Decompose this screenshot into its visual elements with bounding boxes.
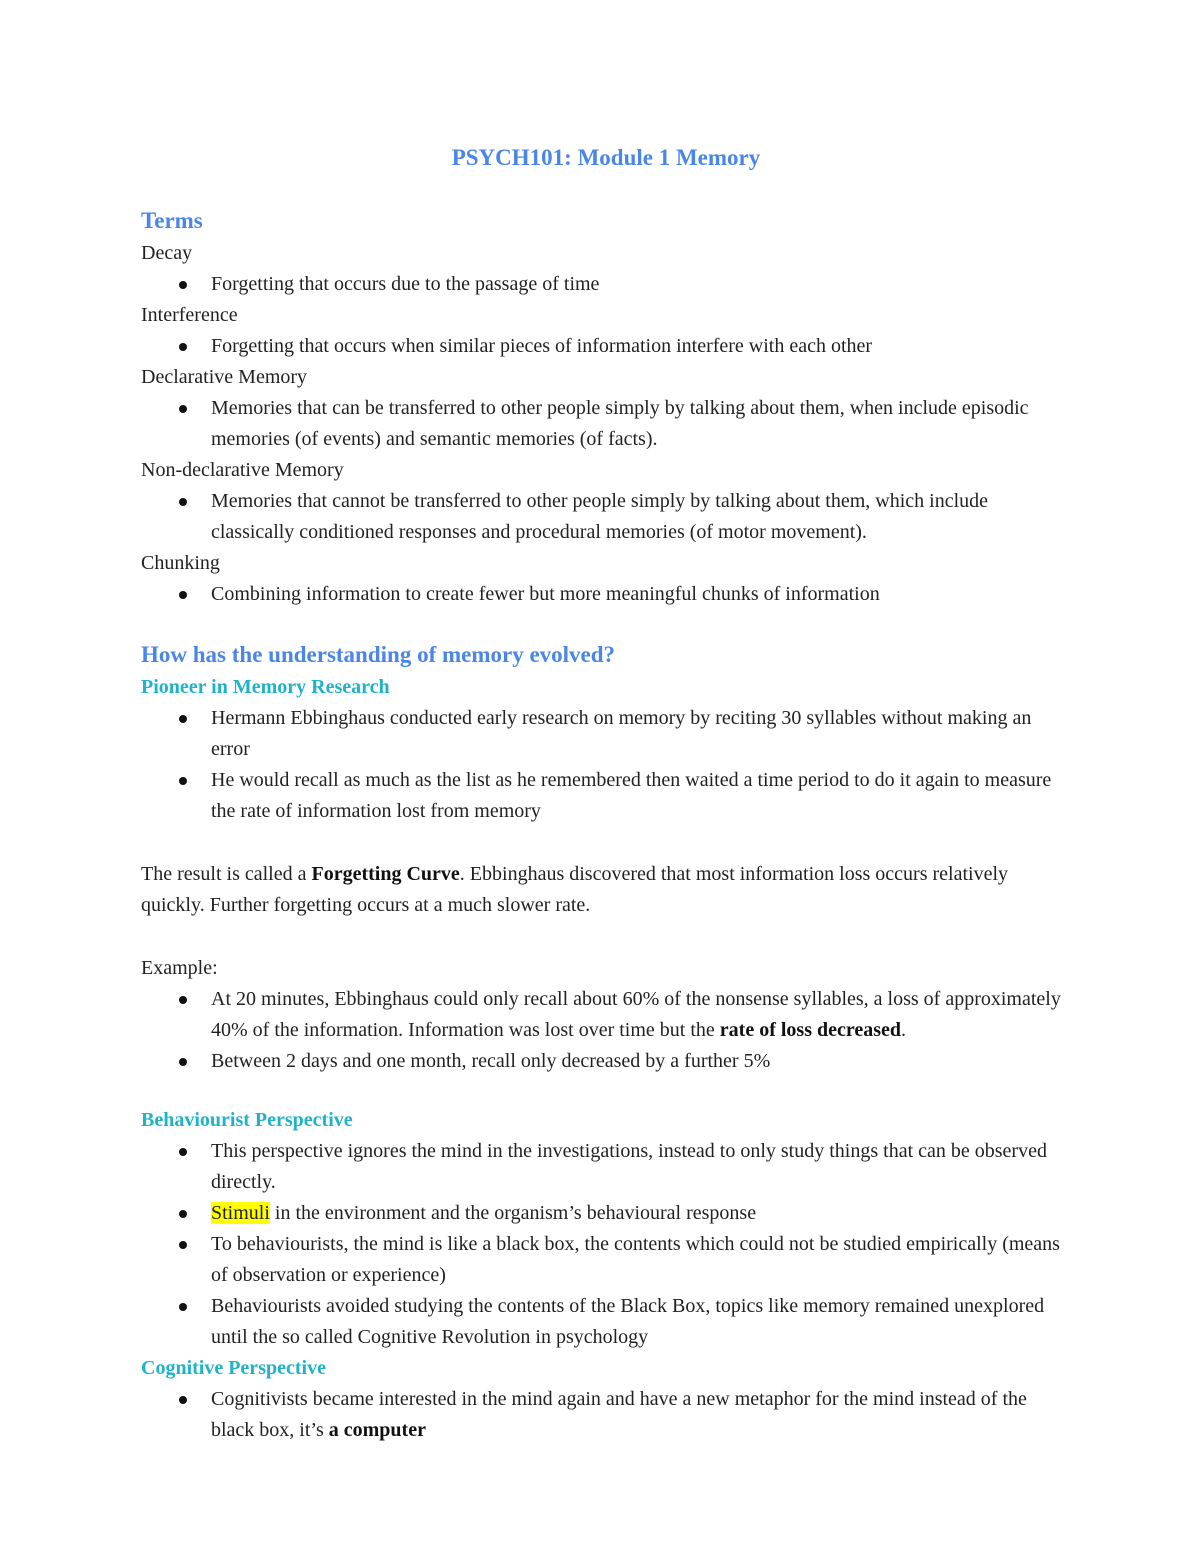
- highlighted-word: Stimuli: [211, 1202, 270, 1224]
- term-interference-list: [141, 331, 1071, 362]
- term-decay: Decay: [141, 242, 193, 264]
- behaviourist-list: [141, 1136, 1071, 1353]
- bullet-dot-icon: [179, 1303, 187, 1311]
- list-item: [141, 579, 1071, 610]
- paragraph-text: The result is called a: [141, 863, 312, 885]
- term-declarative-list: [141, 393, 1071, 455]
- list-item: [141, 984, 1071, 1046]
- list-item: [141, 269, 1071, 300]
- list-item-text: Behaviourists avoided studying the contents of the Black Box, topics like memory remained unexplored until the so called Cognitive Revolution in psychology: [211, 1295, 1045, 1348]
- bullet-dot-icon: [179, 281, 187, 289]
- bullet-dot-icon: [179, 777, 187, 785]
- cognitive-heading: Cognitive Perspective: [141, 1357, 326, 1379]
- pioneer-heading: Pioneer in Memory Research: [141, 676, 390, 698]
- list-item: [141, 486, 1071, 548]
- bold-phrase: rate of loss decreased: [719, 1019, 902, 1041]
- term-non-declarative-memory: Non-declarative Memory: [141, 459, 344, 481]
- example-list: [141, 984, 1071, 1077]
- paragraph-text: . Ebbinghaus discovered that most information loss occurs relatively quickly. Further forgetting occurs at a much slower rate.: [141, 863, 1009, 916]
- list-item-text: To behaviourists, the mind is like a black box, the contents which could not be studied empirically (means of observation or experience): [211, 1233, 1060, 1286]
- term-chunking: Chunking: [141, 552, 220, 574]
- pioneer-list: [141, 703, 1071, 827]
- forgetting-curve-paragraph: [141, 859, 1071, 921]
- example-label: Example:: [141, 957, 218, 979]
- bullet-dot-icon: [179, 1058, 187, 1066]
- list-item: [141, 393, 1071, 455]
- bullet-dot-icon: [179, 996, 187, 1004]
- bullet-dot-icon: [179, 343, 187, 351]
- bullet-dot-icon: [179, 715, 187, 723]
- term-non-declarative-list: [141, 486, 1071, 548]
- bullet-dot-icon: [179, 1396, 187, 1404]
- list-item: [141, 1291, 1071, 1353]
- list-item: [141, 1198, 1071, 1229]
- document-title: PSYCH101: Module 1 Memory: [451, 145, 761, 170]
- list-item: [141, 765, 1071, 827]
- document-page: [141, 140, 1071, 1446]
- term-definition: Forgetting that occurs when similar pieces of information interfere with each other: [211, 335, 873, 357]
- term-decay-list: [141, 269, 1071, 300]
- list-item-text: At 20 minutes, Ebbinghaus could only recall about 60% of the nonsense syllables, a loss of approximately 40% of the information. Information was lost over time but the: [211, 988, 1061, 1041]
- term-definition: Memories that can be transferred to other people simply by talking about them, when include episodic memories (of events) and semantic memories (of facts).: [211, 397, 1029, 450]
- term-definition: Memories that cannot be transferred to other people simply by talking about them, which include classically conditioned responses and procedural memories (of motor movement).: [211, 490, 989, 543]
- bold-phrase: a computer: [328, 1419, 426, 1441]
- term-declarative-memory: Declarative Memory: [141, 366, 308, 388]
- list-item-text: This perspective ignores the mind in the investigations, instead to only study things that can be observed directly.: [211, 1140, 1047, 1193]
- list-item-text: in the environment and the organism’s behavioural response: [269, 1202, 757, 1224]
- bullet-dot-icon: [179, 1241, 187, 1249]
- bullet-dot-icon: [179, 498, 187, 506]
- bullet-dot-icon: [179, 405, 187, 413]
- list-item-text: .: [901, 1019, 907, 1041]
- list-item: [141, 1229, 1071, 1291]
- term-definition: Combining information to create fewer but more meaningful chunks of information: [211, 583, 880, 605]
- bullet-dot-icon: [179, 1210, 187, 1218]
- terms-heading: Terms: [141, 208, 203, 233]
- bullet-dot-icon: [179, 1148, 187, 1156]
- evolution-heading: How has the understanding of memory evolved?: [141, 642, 616, 667]
- list-item: [141, 1136, 1071, 1198]
- list-item: [141, 331, 1071, 362]
- list-item-text: Cognitivists became interested in the mind again and have a new metaphor for the mind instead of the black box, it’s: [211, 1388, 1027, 1441]
- term-chunking-list: [141, 579, 1071, 610]
- list-item: [141, 1046, 1071, 1077]
- bold-term: Forgetting Curve: [311, 863, 460, 885]
- bullet-dot-icon: [179, 591, 187, 599]
- list-item-text: Between 2 days and one month, recall only decreased by a further 5%: [211, 1050, 771, 1072]
- term-definition: Forgetting that occurs due to the passage of time: [211, 273, 600, 295]
- list-item: [141, 703, 1071, 765]
- behaviourist-heading: Behaviourist Perspective: [141, 1109, 353, 1131]
- term-interference: Interference: [141, 304, 238, 326]
- list-item-text: Hermann Ebbinghaus conducted early research on memory by reciting 30 syllables without making an error: [211, 707, 1032, 760]
- list-item-text: He would recall as much as the list as he remembered then waited a time period to do it again to measure the rate of information lost from memory: [211, 769, 1052, 822]
- cognitive-list: [141, 1384, 1071, 1446]
- list-item: [141, 1384, 1071, 1446]
